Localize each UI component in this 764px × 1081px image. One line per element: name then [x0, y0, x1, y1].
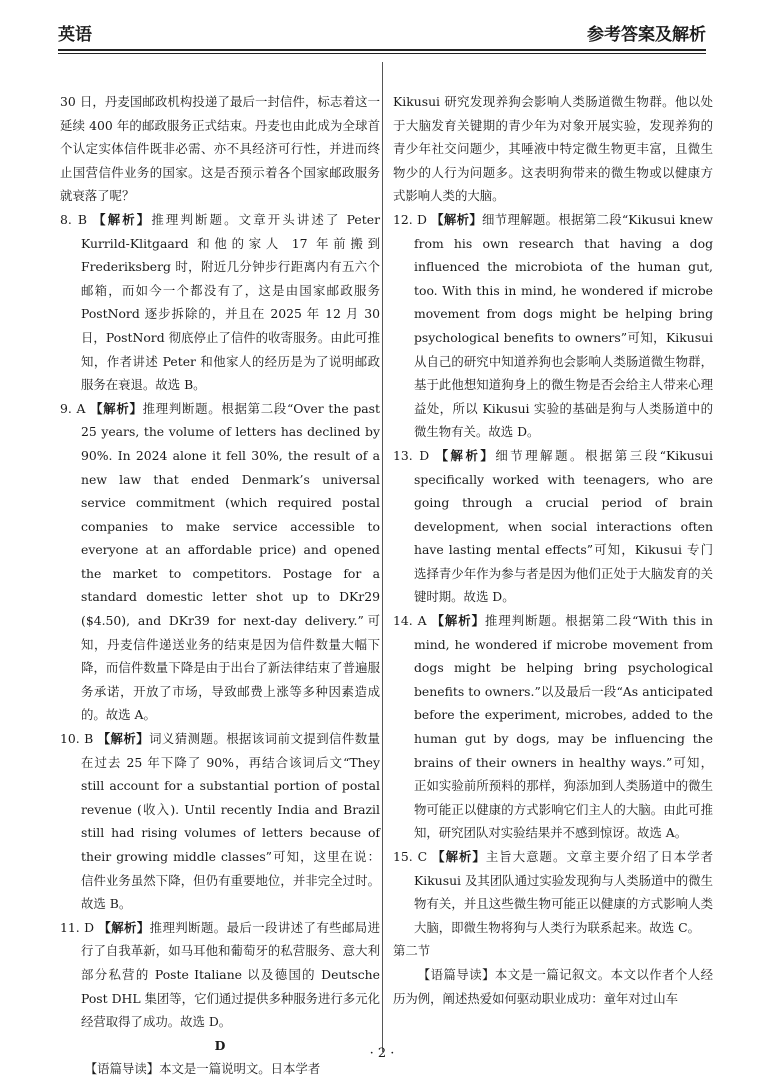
section-title: 参考答案及解析 [587, 25, 706, 45]
answer-item-12 [393, 208, 713, 444]
page-number: · 2 · [369, 1046, 395, 1061]
passage-guide-d: 【语篇导读】本文是一篇说明文。日本学者 [84, 1061, 321, 1077]
answer-number: 12. D [393, 211, 427, 227]
answer-text: 推理判断题。根据第二段“With this in mind, he wondered if microbe movement from dogs might be helping bring psychological benefits to owners.”以及最后一段“As anticipated before the experiment, microbes, added to the human gut by dogs, may be influencing the brains of their owners in healthy ways.”可知，正如实验前所预料的那样，狗添加到人类肠道中的微生物可能正以健康的方式影响它们主人的大脑。由此可推知，研究团队对实验结果并不感到惊讶。故选 A。 [414, 613, 713, 841]
answer-text: 细节理解题。根据第三段“Kikusui specifically worked with teenagers, who are going through a crucial period of brain development, when social interactions often have lasting mental effects”可知，Kikusui 专门选择青少年作为参与者是因为他们正处于大脑发育的关键时期。故选 D。 [414, 447, 713, 605]
answer-text: 推理判断题。最后一段讲述了有些邮局进行了自我革新，如马耳他和葡萄牙的私营服务、意大利部分私营的 Poste Italiane 以及德国的 Deutsche Post DHL 集团等，它们通过提供多种服务进行多元化经营取得了成功。故选 D。 [81, 919, 380, 1030]
analysis-tag: 【解析】 [93, 211, 152, 227]
analysis-tag: 【解析】 [431, 613, 486, 629]
answer-item-10 [60, 727, 380, 916]
section-d-heading: D [214, 1037, 226, 1053]
answer-text: 推理判断题。文章开头讲述了 Peter Kurrild-Klitgaard 和他的家人 17 年前搬到 Frederiksberg 时，附近几分钟步行距离内有五六个邮箱，而如今一个都没有了，这是由国家邮政服务 PostNord 逐步拆除的，并且在 2025 年 12 月 30 日，PostNord 彻底停止了信件的收寄服务。由此可推知，作者讲述 Peter 和他家人的经历是为了说明邮政服务在衰退。故选 B。 [81, 211, 380, 393]
answer-number: 10. B [60, 731, 94, 747]
right-intro: Kikusui 研究发现养狗会影响人类肠道微生物群。他以处于大脑发育关键期的青少年为对象开展实验，发现养狗的青少年社交问题少，其唾液中特定微生物更丰富，且微生物少的人行为问题多。这表明狗带来的微生物或以健康方式影响人类的大脑。 [393, 94, 713, 204]
analysis-tag: 【解析】 [432, 849, 486, 864]
analysis-tag: 【解析】 [97, 731, 150, 747]
answer-number: 8. B [60, 211, 88, 227]
answer-item-13 [393, 444, 713, 609]
left-intro: 30 日，丹麦国邮政机构投递了最后一封信件，标志着这一延续 400 年的邮政服务正式结束。丹麦也由此成为全球首个认定实体信件既非必需、亦不具经济可行性，并进而终止国营信件业务的国家。这是否预示着各个国家邮政服务就衰落了呢？ [60, 94, 380, 204]
answer-text: 推理判断题。根据第二段“Over the past 25 years, the volume of letters has declined by 90%. In 2024 alone it fell 30%, the result of a new law that ended Denmark’s universal service commitment (which required postal companies to make service accessible to everyone at an affordable price) and opened the market to competitors. Postage for a standard domestic letter shot up to DKr29 ($4.50), and DKr39 for next-day delivery.”可知，丹麦信件递送业务的结束是因为信件数量大幅下降，而信件数量下降是由于出台了新法律结束了普遍服务承诺，开放了市场，导致邮费上涨等多种因素造成的。故选 A。 [81, 400, 381, 723]
right-column [393, 90, 713, 1010]
header-rule-thin [58, 53, 706, 54]
subject-title: 英语 [58, 25, 92, 45]
answer-number: 13. D [393, 447, 430, 463]
analysis-tag: 【解析】 [98, 919, 150, 935]
answer-text: 细节理解题。根据第二段“Kikusui knew from his own research that having a dog influenced the microbiota of the human gut, too. With this in mind, he wondered if microbe movement from dogs might be helping bring psychological benefits to owners”可知，Kikusui 从自己的研究中知道养狗也会影响人类肠道微生物群，基于此他想知道狗身上的微生物是否会给主人带来心理益处，所以 Kikusui 实验的基础是狗与人类肠道中的微生物有关。故选 D。 [414, 211, 713, 440]
page-header [58, 20, 706, 50]
header-rule [58, 49, 706, 51]
answer-number: 9. A [60, 400, 86, 416]
left-column [60, 90, 380, 1081]
analysis-tag: 【解析】 [90, 400, 143, 416]
answer-item-15 [393, 845, 713, 939]
answer-item-9 [60, 397, 380, 727]
answer-number: 11. D [60, 919, 95, 935]
answer-text: 主旨大意题。文章主要介绍了日本学者 Kikusui 及其团队通过实验发现狗与人类肠道中的微生物有关，并且这些微生物可能正以健康的方式影响人类大脑，即微生物将狗与人类行为联系起来。故选 C。 [414, 849, 714, 935]
analysis-tag: 【解析】 [435, 447, 496, 463]
section-2-heading: 第二节 [393, 943, 431, 959]
answer-item-14 [393, 609, 713, 845]
passage-guide-2: 【语篇导读】本文是一篇记叙文。本文以作者个人经历为例，阐述热爱如何驱动职业成功：童年对过山车 [393, 966, 713, 1006]
answer-text: 词义猜测题。根据该词前文提到信件数量在过去 25 年下降了 90%，再结合该词后文“They still account for a substantial portion of postal revenue (收入). Until recently India and Brazil still had rising volumes of letters because of their growing middle classes”可知，这里在说：信件业务虽然下降，但仍有重要地位，并非完全过时。故选 B。 [81, 731, 381, 912]
answer-item-8 [60, 208, 380, 397]
answer-number: 14. A [393, 613, 427, 629]
analysis-tag: 【解析】 [431, 211, 483, 227]
answer-item-11 [60, 916, 380, 1034]
answer-number: 15. C [393, 849, 428, 864]
column-divider [382, 62, 383, 1052]
